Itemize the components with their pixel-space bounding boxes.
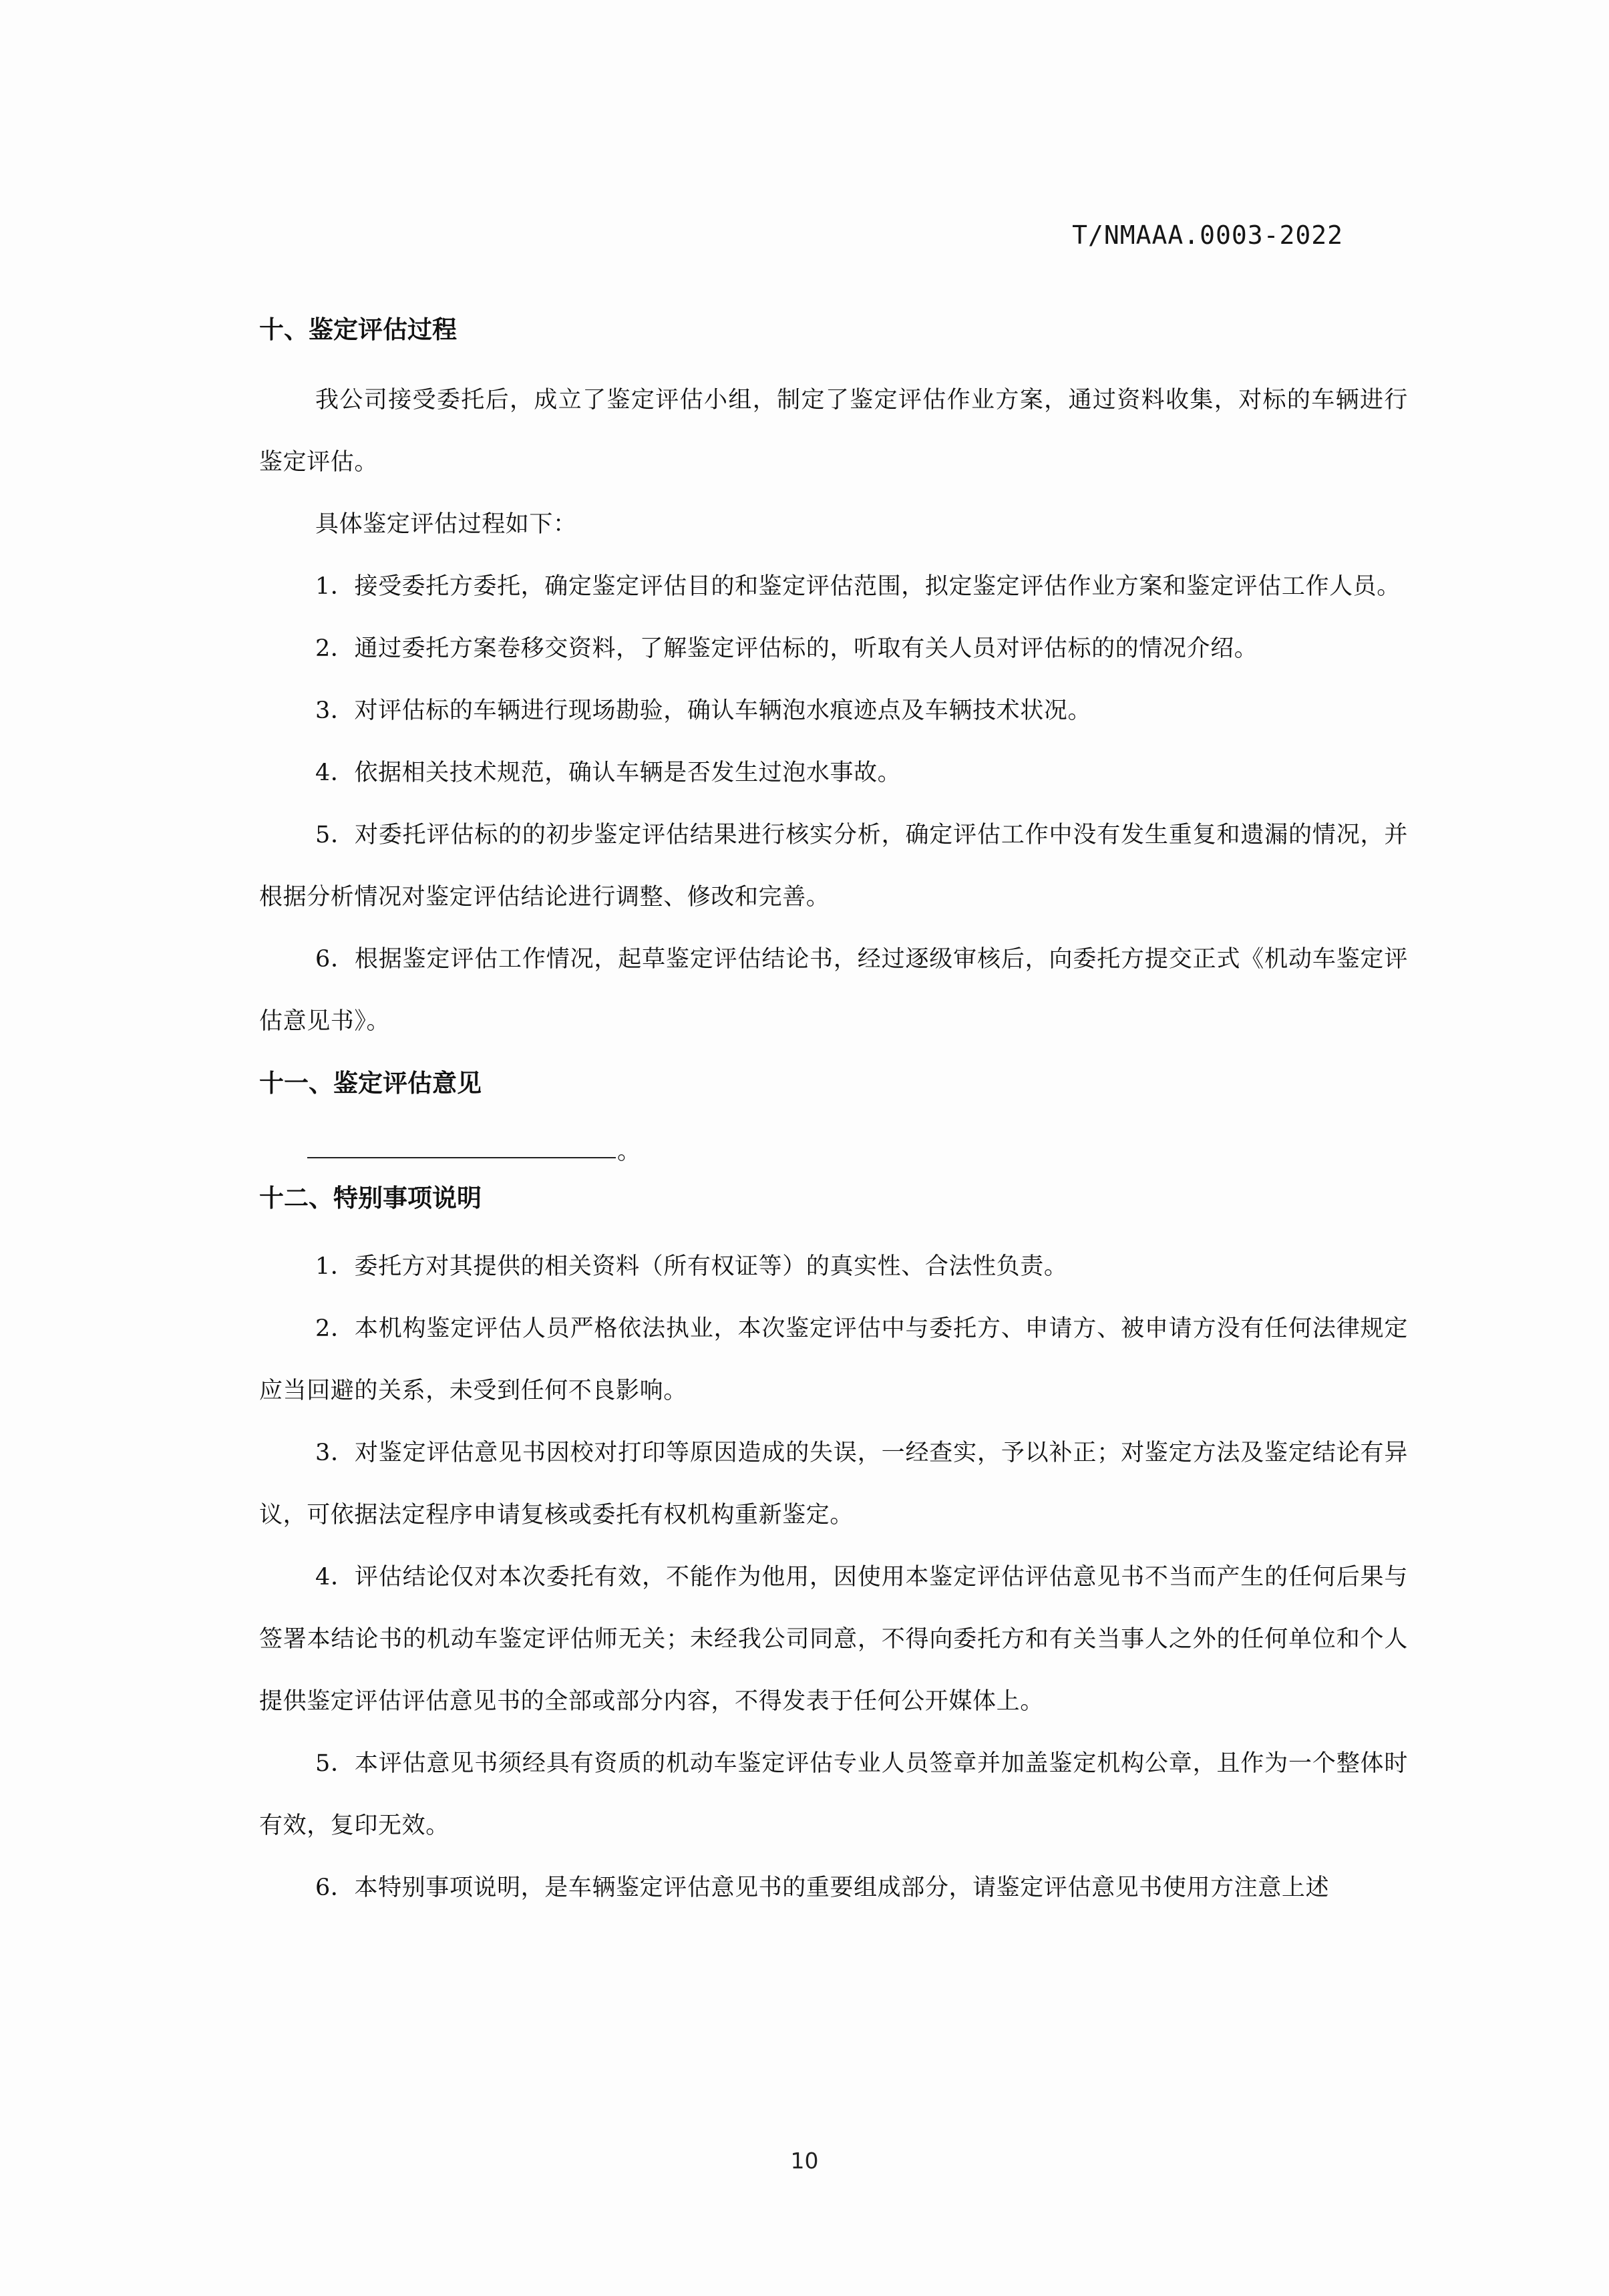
list-item: 6．本特别事项说明，是车辆鉴定评估意见书的重要组成部分，请鉴定评估意见书使用方注意上述 [315,1874,1330,1901]
list-item: 2．通过委托方案卷移交资料，了解鉴定评估标的，听取有关人员对评估标的的情况介绍。 [315,635,1258,662]
section-special-notes [259,1182,1408,1919]
section-appraisal-opinion [259,1068,1408,1165]
list-item: 6．根据鉴定评估工作情况，起草鉴定评估结论书，经过逐级审核后，向委托方提交正式《机动车鉴定评估意见书》。 [259,946,1408,1035]
list-item: 4．依据相关技术规范，确认车辆是否发生过泡水事故。 [315,760,902,786]
list-item: 5．本评估意见书须经具有资质的机动车鉴定评估专业人员签章并加盖鉴定机构公章，且作为一个整体时有效，复印无效。 [259,1750,1408,1839]
list-item: 3．对评估标的车辆进行现场勘验，确认车辆泡水痕迹点及车辆技术状况。 [315,697,1092,724]
page-number: 10 [790,2148,819,2174]
fill-in-rule [307,1157,616,1158]
list-item: 1．委托方对其提供的相关资料（所有权证等）的真实性、合法性负责。 [315,1253,1068,1280]
list-item: 4．评估结论仅对本次委托有效，不能作为他用，因使用本鉴定评估评估意见书不当而产生的任何后果与签署本结论书的机动车鉴定评估师无关；未经我公司同意，不得向委托方和有关当事人之外的任何单位和个人提供鉴定评估评估意见书的全部或部分内容，不得发表于任何公开媒体上。 [259,1564,1408,1715]
opinion-blank-line [259,1125,1408,1165]
standard-number: T/NMAAA.0003-2022 [1072,220,1343,250]
list-item: 3．对鉴定评估意见书因校对打印等原因造成的失误，一经查实，予以补正；对鉴定方法及鉴定结论有异议，可依据法定程序申请复核或委托有权机构重新鉴定。 [259,1440,1408,1528]
section-heading: 十一、鉴定评估意见 [259,1069,482,1098]
section-heading: 十二、特别事项说明 [259,1184,482,1212]
list-item: 1．接受委托方委托，确定鉴定评估目的和鉴定评估范围，拟定鉴定评估作业方案和鉴定评估工作人员。 [315,573,1401,600]
list-item: 2．本机构鉴定评估人员严格依法执业，本次鉴定评估中与委托方、申请方、被申请方没有任何法律规定应当回避的关系，未受到任何不良影响。 [259,1315,1408,1404]
paragraph: 我公司接受委托后，成立了鉴定评估小组，制定了鉴定评估作业方案，通过资料收集，对标的车辆进行鉴定评估。 [259,387,1408,476]
section-heading: 十、鉴定评估过程 [259,315,457,344]
document-body [259,314,1408,1919]
section-appraisal-process [259,314,1408,1053]
paragraph: 具体鉴定评估过程如下： [315,511,577,538]
sentence-end-mark: 。 [617,1138,641,1165]
list-item: 5．对委托评估标的的初步鉴定评估结果进行核实分析，确定评估工作中没有发生重复和遗漏的情况，并根据分析情况对鉴定评估结论进行调整、修改和完善。 [259,822,1408,911]
